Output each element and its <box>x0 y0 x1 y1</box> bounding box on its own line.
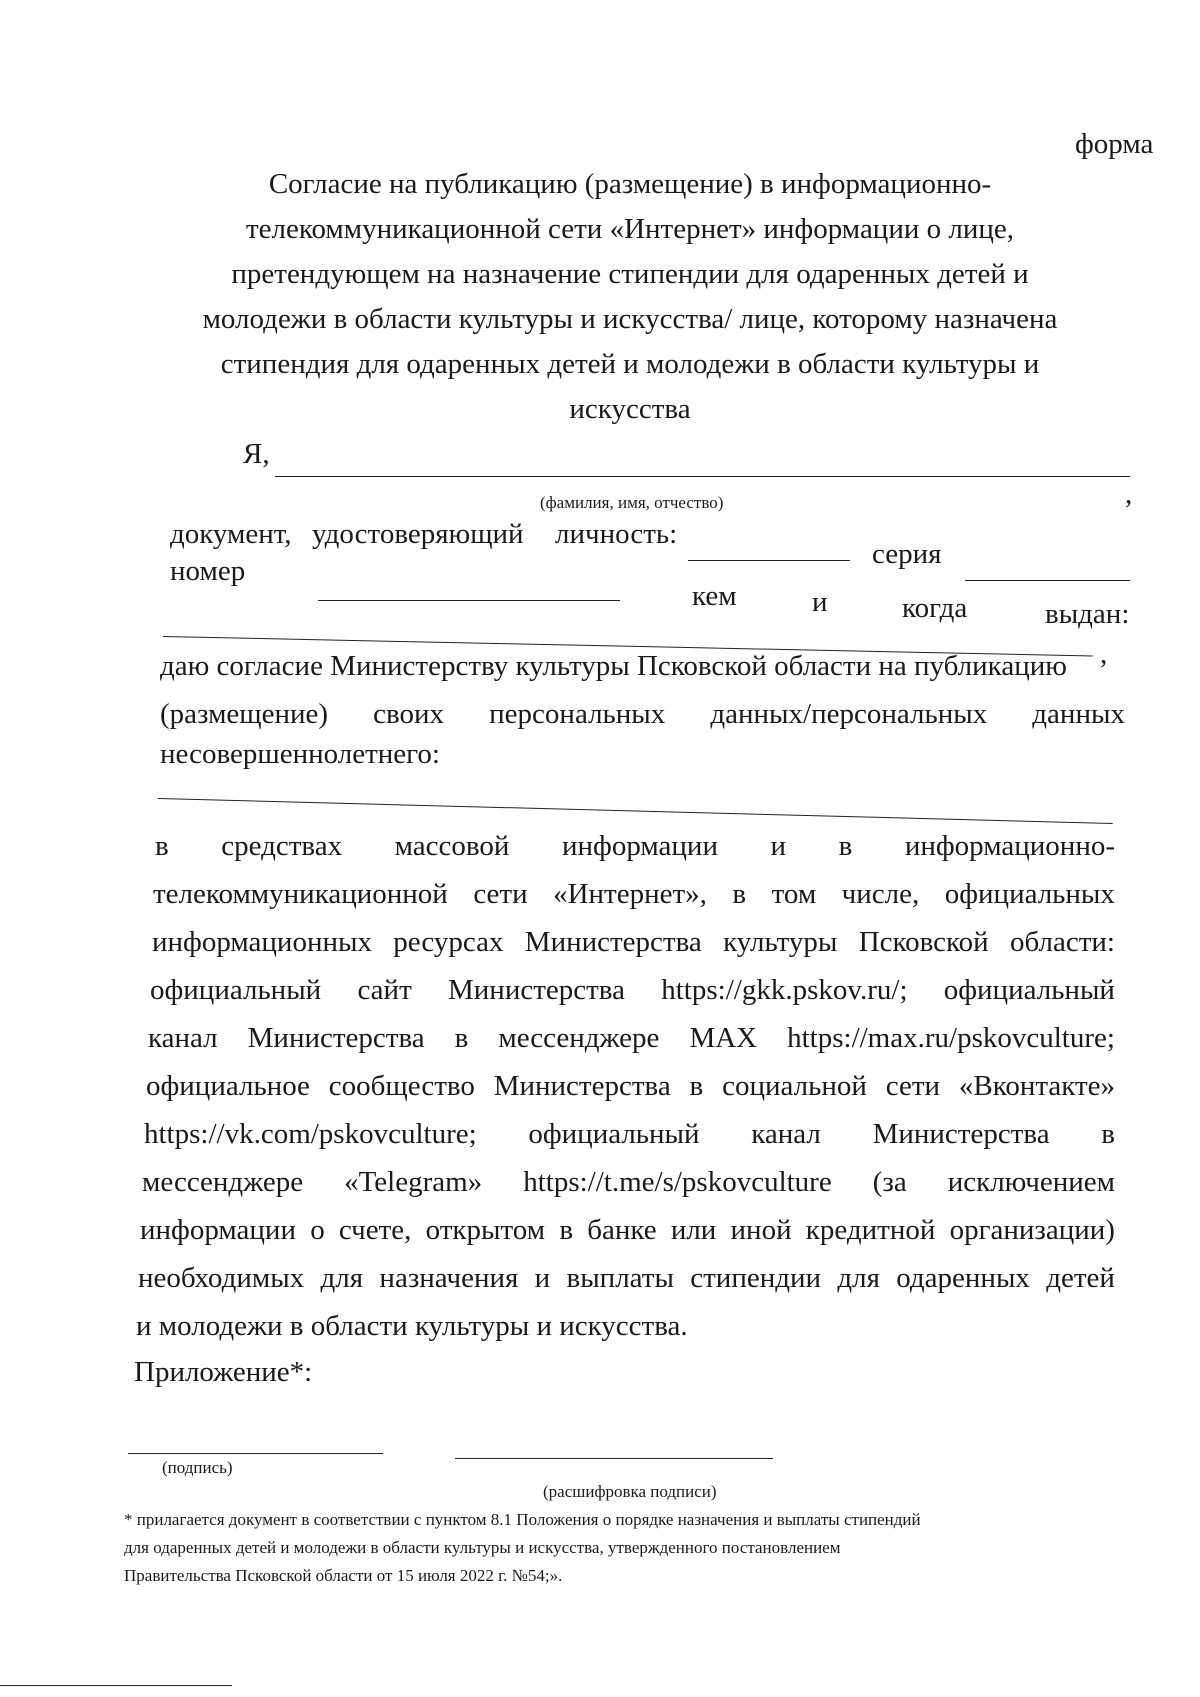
word: данных <box>1032 698 1125 730</box>
word: иной <box>730 1214 792 1246</box>
link-text[interactable]: https://t.me/s/pskovculture <box>523 1166 832 1198</box>
issued-word: выдан: <box>1045 598 1130 630</box>
word: в <box>838 830 853 862</box>
word: «Telegram» <box>344 1166 483 1198</box>
word: сайт <box>357 974 412 1006</box>
form-label: форма <box>1075 128 1154 160</box>
issued-word: и <box>812 586 828 618</box>
word: в <box>155 830 169 862</box>
consent-line-2 <box>160 698 1125 731</box>
word: кредитной <box>805 1214 936 1246</box>
word: открытом <box>425 1214 546 1246</box>
word: и <box>534 1262 551 1294</box>
word: (размещение) <box>160 698 329 730</box>
body-line <box>152 926 1115 959</box>
word: информационных <box>152 926 372 958</box>
consent-line-3: несовершеннолетнего: <box>160 738 440 770</box>
title-line: стипендия для одаренных детей и молодежи в области культуры и <box>220 348 1040 380</box>
word: официальный <box>943 974 1115 1006</box>
word: необходимых <box>138 1262 305 1294</box>
seria-line[interactable] <box>965 580 1130 581</box>
word: детей <box>1046 1262 1115 1294</box>
fio-caption: (фамилия, имя, отчество) <box>540 493 724 512</box>
word: в <box>454 1022 469 1054</box>
word: о <box>310 1214 325 1246</box>
word: ресурсах <box>393 926 504 958</box>
word: своих <box>373 698 445 730</box>
word: в <box>1101 1118 1115 1150</box>
title-line: претендующем на назначение стипендии для одаренных детей и <box>231 258 1029 290</box>
word: в <box>732 878 747 910</box>
comma: , <box>1100 638 1108 670</box>
word: Министерства <box>493 1070 671 1102</box>
title-line: молодежи в области культуры и искусства/ лице, которому назначена <box>202 303 1058 335</box>
word: официальное <box>146 1070 310 1102</box>
nomer-label: номер <box>170 555 246 587</box>
signature-decode-line[interactable] <box>455 1458 773 1459</box>
signature-decode-caption: (расшифровка подписи) <box>543 1482 717 1501</box>
appendix-label: Приложение*: <box>134 1356 313 1388</box>
word: «Вконтакте» <box>958 1070 1115 1102</box>
word: персональных <box>489 698 666 730</box>
body-line <box>140 1214 1115 1247</box>
word: средствах <box>221 830 343 862</box>
link-text[interactable]: https://gkk.pskov.ru/; <box>661 974 908 1006</box>
ya-label: Я, <box>243 438 270 470</box>
word: сети <box>473 878 528 910</box>
title-line: телекоммуникационной сети «Интернет» информации о лице, <box>245 213 1015 245</box>
body-line <box>146 1070 1115 1103</box>
link-text[interactable]: https://max.ru/pskovculture; <box>787 1022 1115 1054</box>
footnote-line: Правительства Псковской области от 15 июля 2022 г. №54;». <box>124 1566 563 1585</box>
word: назначения <box>379 1262 519 1294</box>
word: организации) <box>949 1214 1115 1246</box>
body-line-last: и молодежи в области культуры и искусства. <box>136 1310 688 1342</box>
bottom-rule <box>0 1685 232 1686</box>
word: (за <box>872 1166 907 1198</box>
word: MAX <box>689 1022 758 1054</box>
word: сети <box>885 1070 941 1102</box>
body-line <box>138 1262 1115 1295</box>
word: Министерства <box>524 926 702 958</box>
fio-line[interactable] <box>275 476 1130 477</box>
seria-label: серия <box>872 538 942 570</box>
word: информационно- <box>904 830 1115 862</box>
body-line <box>148 1022 1115 1055</box>
word: числе, <box>841 878 920 910</box>
word: и <box>770 830 787 862</box>
word: стипендии <box>690 1262 822 1294</box>
word: официальных <box>944 878 1115 910</box>
word: в <box>559 1214 574 1246</box>
word: банке <box>587 1214 657 1246</box>
word: информации <box>140 1214 296 1246</box>
word: сообщество <box>328 1070 475 1102</box>
word: мессенджере <box>142 1166 304 1198</box>
consent-text: даю согласие Министерству культуры Псковской области на публикацию <box>160 650 1067 682</box>
comma: , <box>1125 478 1133 510</box>
word: Псковской <box>858 926 989 958</box>
word: «Интернет», <box>553 878 707 910</box>
footnote-line: * прилагается документ в соответствии с пунктом 8.1 Положения о порядке назначения и выплаты стипендий <box>124 1510 921 1529</box>
word: официальный <box>150 974 322 1006</box>
issued-word: когда <box>902 592 968 624</box>
word: Министерства <box>247 1022 425 1054</box>
signature-caption: (подпись) <box>162 1458 233 1477</box>
word: мессенджере <box>498 1022 660 1054</box>
doc-label-1: документ, <box>170 518 292 550</box>
word: для <box>837 1262 880 1294</box>
word: информации <box>561 830 718 862</box>
word: культуры <box>723 926 838 958</box>
word: телекоммуникационной <box>153 878 448 910</box>
footnote-line: для одаренных детей и молодежи в области культуры и искусства, утвержденного постановлением <box>124 1538 841 1557</box>
doc-label-3: личность: <box>555 518 678 550</box>
body-line <box>144 1118 1115 1151</box>
word: области: <box>1009 926 1115 958</box>
word: в <box>689 1070 704 1102</box>
title-line: искусства <box>569 393 691 425</box>
doc-label-2: удостоверяющий <box>312 518 524 550</box>
word: одаренных <box>896 1262 1030 1294</box>
consent-line-1 <box>160 650 1125 683</box>
word: или <box>670 1214 717 1246</box>
word: для <box>320 1262 364 1294</box>
link-text[interactable]: https://vk.com/pskovculture; <box>144 1118 477 1150</box>
issued-word: кем <box>692 580 737 612</box>
word: канал <box>148 1022 218 1054</box>
signature-line[interactable] <box>128 1453 383 1454</box>
doc-type-line[interactable] <box>688 560 850 561</box>
word: социальной <box>722 1070 867 1102</box>
word: данных/персональных <box>710 698 988 730</box>
minor-name-line[interactable] <box>158 798 1113 824</box>
body-line <box>153 878 1115 911</box>
word: массовой <box>394 830 510 862</box>
body-line <box>142 1166 1115 1199</box>
word: исключением <box>947 1166 1115 1198</box>
word: канал <box>751 1118 821 1150</box>
word: Министерства <box>872 1118 1050 1150</box>
word: Министерства <box>448 974 625 1006</box>
nomer-line[interactable] <box>318 600 620 601</box>
word: счете, <box>338 1214 412 1246</box>
body-line <box>150 974 1115 1007</box>
body-line <box>155 830 1115 863</box>
title-line: Согласие на публикацию (размещение) в информационно- <box>268 168 992 200</box>
word: том <box>771 878 817 910</box>
word: официальный <box>528 1118 700 1150</box>
word: выплаты <box>566 1262 674 1294</box>
